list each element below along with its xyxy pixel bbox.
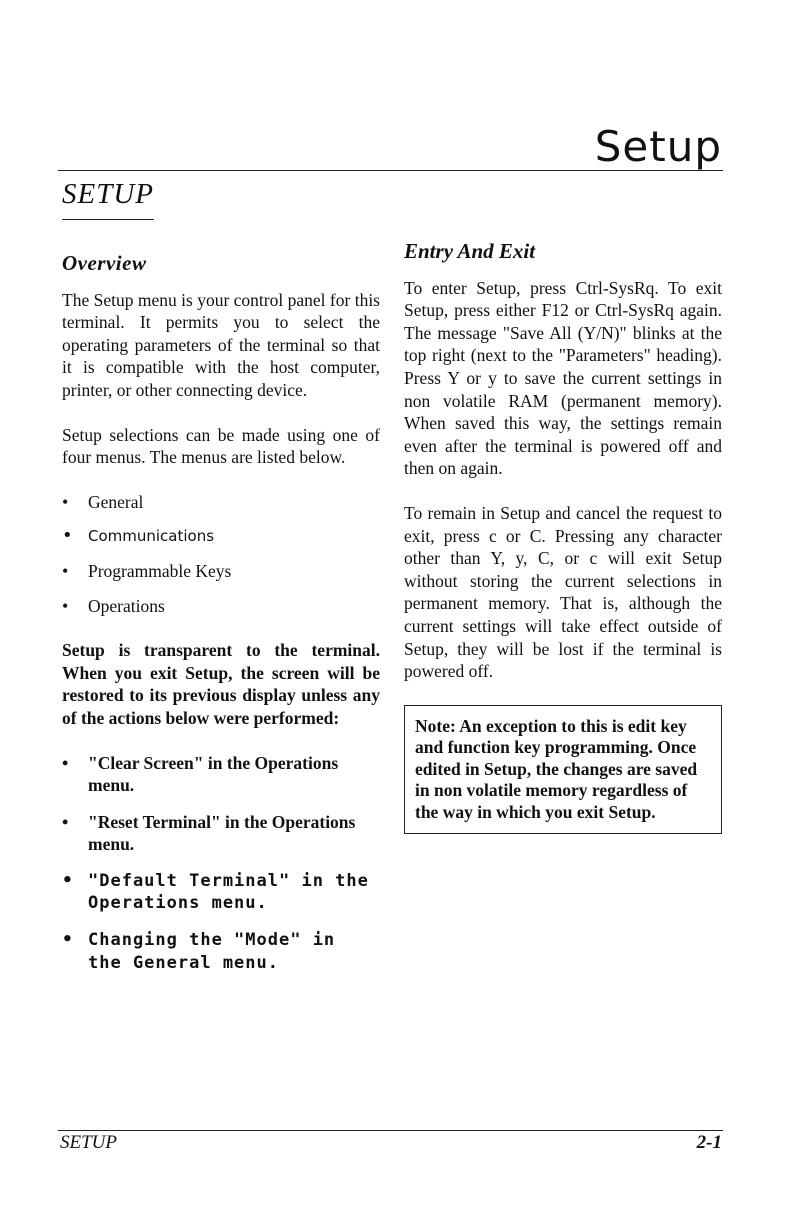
menus-paragraph: Setup selections can be made using one of four menus. The menus are listed below. [62,424,380,468]
overview-paragraph: The Setup menu is your control panel for this terminal. It permits you to select the operating parameters of the terminal so that it is compatible with the host computer, printer, or other connecting device. [62,289,380,400]
overview-heading: Overview [62,251,147,275]
chapter-title: Setup [594,122,722,171]
menu-list-item: • Communications [62,525,380,548]
note-box: Note: An exception to this is edit key and function key programming. Once edited in Setup, the changes are saved in non volatile memory regardless of the way in which you exit Setup. [404,705,722,835]
menu-list [62,491,380,617]
action-list [62,752,380,975]
section-title: SETUP [62,178,154,210]
action-list-item: • "Reset Terminal" in the Operations menu. [62,811,380,856]
menu-list-item: • Programmable Keys [62,560,380,583]
action-list-item: • Changing the "Mode" in the General menu. [62,929,380,974]
left-column [62,252,380,996]
remain-paragraph: To remain in Setup and cancel the request to exit, press c or C. Pressing any character other than Y, y, C, or c will exit Setup without storing the current selections in permanent memory. That is, although the current settings will take effect outside of Setup, they will be lost if the terminal is powered off. [404,502,722,682]
action-list-item: • "Default Terminal" in the Operations menu. [62,870,380,915]
entry-exit-heading: Entry And Exit [404,239,536,263]
page-number: 2-1 [696,1132,722,1153]
right-column [404,240,722,834]
entry-paragraph: To enter Setup, press Ctrl-SysRq. To exit Setup, press either F12 or Ctrl-SysRq again. The message "Save All (Y/N)" blinks at the top right (next to the "Parameters" heading). Press Y or y to save the current settings in non volatile RAM (permanent memory). When saved this way, the settings remain even after the terminal is powered off and then on again. [404,277,722,479]
footer-section-label: SETUP [60,1132,117,1153]
action-list-item: • "Clear Screen" in the Operations menu. [62,752,380,797]
menu-list-item: • Operations [62,595,380,618]
transparent-paragraph: Setup is transparent to the terminal. When you exit Setup, the screen will be restored to its previous display unless any of the actions below were performed: [62,640,380,728]
footer-rule [58,1130,723,1131]
menu-list-item: • General [62,491,380,514]
section-underline [62,219,154,220]
header-rule [58,170,723,171]
